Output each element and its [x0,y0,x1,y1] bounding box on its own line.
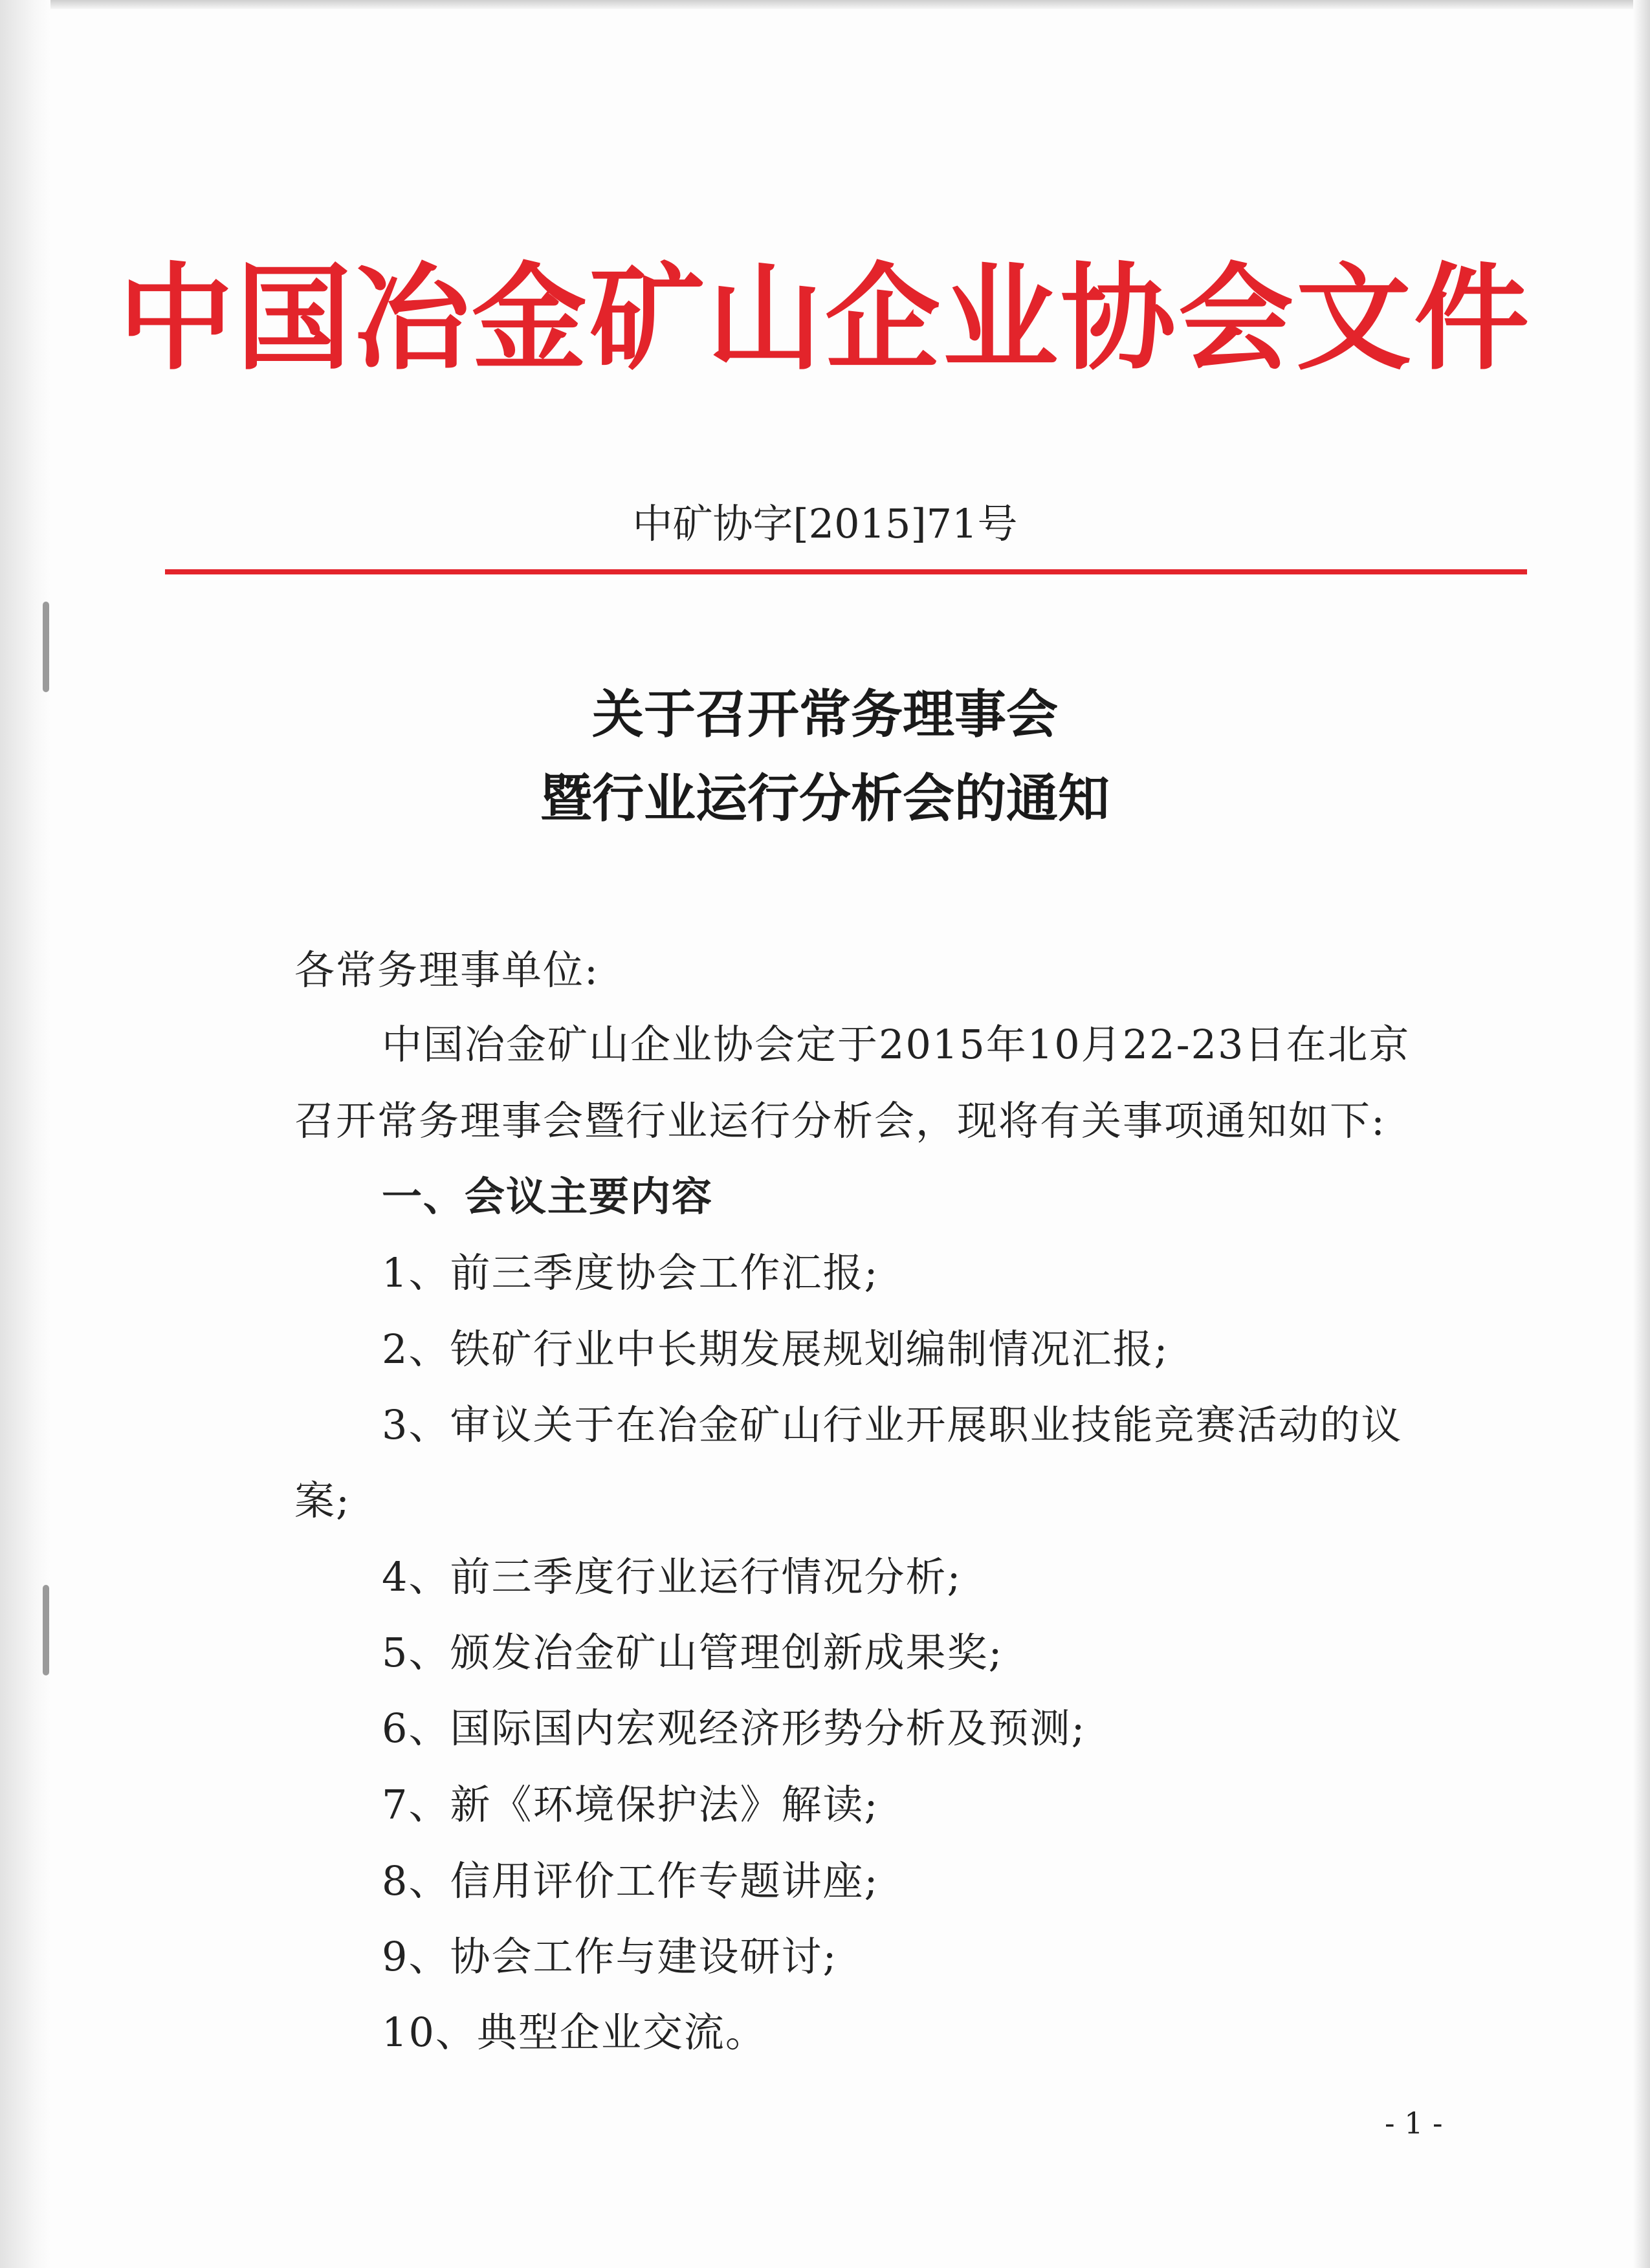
document-number: 中矿协字[2015]71号 [632,500,1018,547]
letterhead-red-rule [165,569,1527,574]
binding-hole-mark [43,1585,49,1675]
notice-title-line-2: 暨行业运行分析会的通知 [540,769,1110,829]
agenda-item: 1、前三季度协会工作汇报; [382,1249,879,1296]
salutation: 各常务理事单位: [294,946,599,994]
intro-paragraph-line-1: 中国冶金矿山企业协会定于2015年10月22-23日在北京 [382,1021,1411,1068]
scan-edge-top [0,0,1650,9]
agenda-item: 4、前三季度行业运行情况分析; [382,1553,962,1600]
agenda-item: 5、颁发冶金矿山管理创新成果奖; [382,1629,1004,1676]
letterhead-title: 中国冶金矿山企业协会文件 [118,252,1532,386]
agenda-item: 9、协会工作与建设研讨; [382,1933,838,1980]
section-heading: 一、会议主要内容 [382,1173,714,1220]
agenda-item: 10、典型企业交流。 [382,2009,767,2056]
page-number: - 1 - [1385,2106,1443,2141]
agenda-item: 3、审议关于在冶金矿山行业开展职业技能竞赛活动的议 [382,1401,1403,1448]
intro-paragraph-line-2: 召开常务理事会暨行业运行分析会，现将有关事项通知如下: [294,1097,1386,1144]
agenda-item: 6、国际国内宏观经济形势分析及预测; [382,1705,1086,1752]
agenda-item: 2、铁矿行业中长期发展规划编制情况汇报; [382,1325,1169,1373]
agenda-item: 8、信用评价工作专题讲座; [382,1857,879,1904]
notice-title-line-1: 关于召开常务理事会 [592,684,1058,745]
agenda-item-continuation: 案; [294,1477,351,1524]
agenda-item: 7、新《环境保护法》解读; [382,1781,879,1828]
